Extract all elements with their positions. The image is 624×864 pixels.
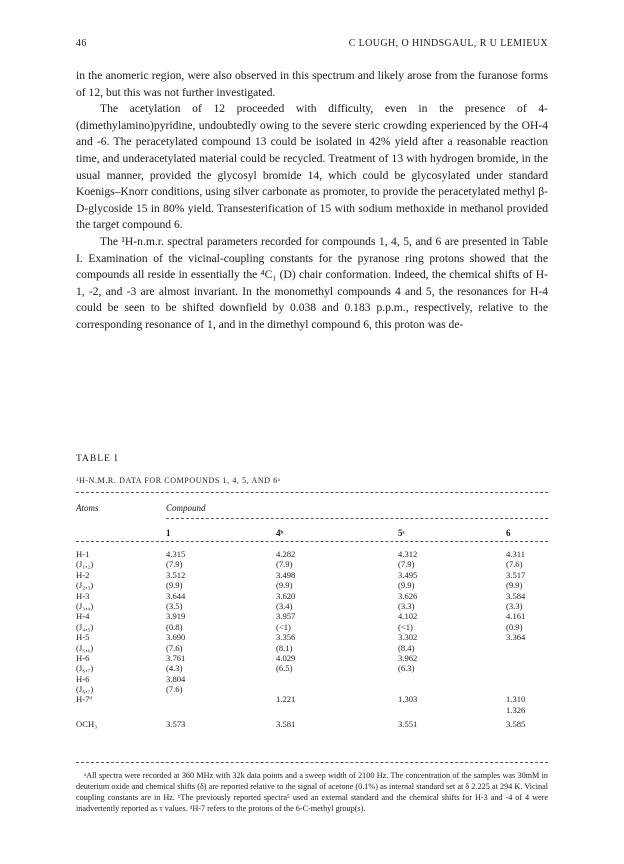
paragraph: The ¹H-n.m.r. spectral parameters recorded for compounds 1, 4, 5, and 6 are presented in Table I. Examination of the vicinal-coupling constants for the pyranose ring protons showed that the compounds all reside in essentially the ⁴C₁ (D) chair conformation. Indeed, the chemical shifts of H-1, -2, and -3 are almost invariant. In the monomethyl compounds 4 and 5, the resonances for H-4 could be seen to be shifted downfield by 0.038 and 0.183 p.p.m., respectively, relative to the corresponding resonance of 1, and in the dimethyl compound 6, this proton was de-	[76, 234, 548, 331]
table-body	[76, 549, 548, 729]
table-cell: 3.962	[398, 652, 418, 663]
table-cell: 1.221	[276, 694, 296, 705]
atoms-header: Atoms	[76, 503, 99, 513]
table-cell: (7.6)	[166, 642, 183, 653]
table-cell: 4.029	[276, 652, 296, 663]
paragraph: The acetylation of 12 proceeded with difficulty, even in the presence of 4-(dimethylamino)pyridine, undoubtedly owing to the severe steric crowding experienced by the OH-4 and -6. The peracetylated compound 13 could be isolated in 42% yield after a reasonable reaction time, and underacetylated material could be recycled. Treatment of 13 with hydrogen bromide, in the usual manner, provided the glycosyl bromide 14, which could be glycosylated under standard Koenigs–Knorr conditions, using silver carbonate as promoter, to provide the peracetylated methyl β-D-glycoside 15 in 80% yield. Transesterification of 15 with sodium methoxide in methanol provided the target compound 6.	[76, 102, 548, 232]
table-cell: 3.581	[276, 718, 296, 729]
table-cell: 4.315	[166, 549, 186, 559]
table-cell: 4.312	[398, 549, 418, 559]
column-header: 1	[166, 528, 171, 538]
table-row	[76, 663, 548, 673]
row-atom-label: H-6	[76, 673, 90, 684]
row-atom-label: (J₄,₅)	[76, 621, 94, 632]
table-cell: 3.356	[276, 632, 296, 643]
table-rule	[76, 492, 548, 493]
table-cell: 3.302	[398, 632, 418, 643]
table-cell: 3.495	[398, 569, 418, 580]
table-cell: 3.957	[276, 611, 296, 622]
table-cell: (3.5)	[166, 600, 183, 611]
table-cell: (9.9)	[276, 580, 293, 591]
table-label: TABLE I	[76, 454, 119, 464]
table-cell: 3.551	[398, 718, 418, 729]
table-cell: 4.102	[398, 611, 418, 622]
table-cell: 3.498	[276, 569, 296, 580]
row-atom-label: (J₁,₂)	[76, 559, 94, 570]
row-atom-label: (J₂,₃)	[76, 580, 94, 591]
column-header: 5ᶜ	[398, 528, 405, 538]
body-text	[76, 68, 548, 334]
table-cell: (<1)	[398, 621, 413, 632]
table-rule	[76, 762, 548, 763]
table-footnote	[76, 770, 548, 814]
table-row	[76, 674, 548, 684]
table-cell: 3.364	[506, 632, 526, 643]
table-cell: (7.9)	[398, 559, 415, 570]
table-title: ¹H-N.M.R. DATA FOR COMPOUNDS 1, 4, 5, AND 6ᵃ	[76, 476, 281, 485]
table-cell: (0.8)	[166, 621, 183, 632]
table-cell: 1.310	[506, 694, 526, 705]
table-row	[76, 632, 548, 642]
row-atom-label: H-6	[76, 652, 90, 663]
row-atom-label: (J₅,₆)	[76, 642, 94, 653]
column-header: 6	[506, 528, 511, 538]
table-cell: (<1)	[276, 621, 291, 632]
table-cell: 3.690	[166, 632, 186, 643]
row-atom-label: H-1	[76, 549, 90, 559]
paragraph: in the anomeric region, were also observed in this spectrum and likely arose from the furanose forms of 12, but this was not further investigated.	[76, 69, 548, 99]
table-cell: (7.9)	[166, 559, 183, 570]
row-atom-label: H-3	[76, 590, 90, 601]
table-row	[76, 591, 548, 601]
table-row	[76, 643, 548, 653]
row-atom-label: H-4	[76, 611, 90, 622]
table-cell: (9.9)	[166, 580, 183, 591]
table-cell: 3.584	[506, 590, 526, 601]
table-cell: (7.9)	[276, 559, 293, 570]
footnote-text: ᵃAll spectra were recorded at 360 MHz with 32k data points and a sweep width of 2100 Hz. The concentration of the samples was 30mM in deuterium oxide and chemical shifts (δ) are reported relative to the signal of acetone (0.1%) as internal standard set at δ 2.225 at 294 K. Vicinal coupling constants are in Hz. ᵇThe previously reported spectra⁵ used an external standard and the chemical shifts for H-3 and -4 of 4 were inadvertently reported as τ values. ᵈH-7 refers to the protons of the 6-C-methyl group(s).	[76, 771, 548, 813]
table-row	[76, 653, 548, 663]
table-row	[76, 611, 548, 621]
row-atom-label: H-5	[76, 632, 90, 643]
row-atom-label: (J₆,₇)	[76, 684, 94, 695]
table-cell: (7.6)	[506, 559, 523, 570]
row-atom-label: H-2	[76, 569, 90, 580]
table-cell: 3.585	[506, 718, 526, 729]
table-cell: (8.1)	[276, 642, 293, 653]
page-header	[76, 38, 548, 52]
row-atom-label: (J₆,₇)	[76, 663, 94, 674]
row-atom-label: (J₃,₄)	[76, 600, 94, 611]
table-cell: 3.919	[166, 611, 186, 622]
table-cell: 3.517	[506, 569, 526, 580]
table-cell: 3.620	[276, 590, 296, 601]
table-cell: (6.5)	[276, 663, 293, 674]
compound-header: Compound	[166, 503, 206, 513]
table-cell: 3.804	[166, 673, 186, 684]
table-row	[76, 549, 548, 559]
column-header: 4ᵇ	[276, 528, 284, 538]
table-cell: (8.4)	[398, 642, 415, 653]
table-row	[76, 559, 548, 569]
table-row	[76, 684, 548, 694]
table-cell: 4.161	[506, 611, 526, 622]
page-number: 46	[76, 38, 87, 49]
table-cell: (3.3)	[506, 600, 523, 611]
table-cell: 3.626	[398, 590, 418, 601]
table-rule	[76, 541, 548, 542]
table-cell: (4.3)	[166, 663, 183, 674]
table-row	[76, 601, 548, 611]
running-title: C LOUGH, O HINDSGAUL, R U LEMIEUX	[348, 38, 548, 49]
table-cell: (0.9)	[506, 621, 523, 632]
table-cell: (3.3)	[398, 600, 415, 611]
table-row	[76, 570, 548, 580]
table-cell: (7.6)	[166, 684, 183, 695]
table-cell: (6.3)	[398, 663, 415, 674]
table-rule	[166, 518, 548, 519]
table-cell: (3.4)	[276, 600, 293, 611]
table-cell: 3.761	[166, 652, 186, 663]
table-row	[76, 622, 548, 632]
table-cell: 3.573	[166, 718, 186, 729]
table-cell: 1.303	[398, 694, 418, 705]
table-row	[76, 715, 548, 729]
table-cell: 3.644	[166, 590, 186, 601]
table-row	[76, 580, 548, 590]
row-atom-label: H-7ᵈ	[76, 694, 93, 705]
table-cell: 4.282	[276, 549, 296, 559]
row-atom-label: OCH₃	[76, 718, 98, 729]
table-cell: (9.9)	[398, 580, 415, 591]
table-cell: 3.512	[166, 569, 186, 580]
table-cell: 4.311	[506, 549, 526, 559]
table-cell: (9.9)	[506, 580, 523, 591]
table-cell: 1.326	[506, 704, 526, 715]
table-row	[76, 705, 548, 715]
table-row	[76, 694, 548, 704]
